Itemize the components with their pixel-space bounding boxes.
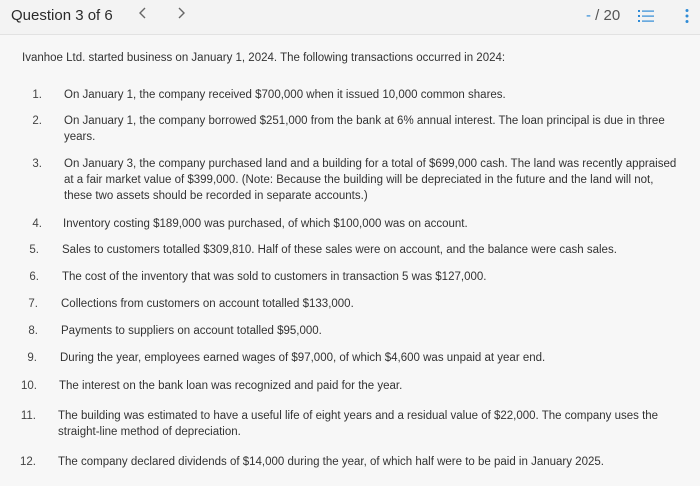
- transaction-number: 1.: [32, 89, 42, 101]
- transaction-number: 3.: [32, 158, 42, 170]
- transaction-text: Inventory costing $189,000 was purchased, of which $100,000 was on account.: [63, 218, 468, 230]
- score-value: -: [586, 7, 591, 24]
- transaction-text: Collections from customers on account totalled $133,000.: [61, 298, 354, 310]
- transaction-text: The interest on the bank loan was recognized and paid for the year.: [59, 380, 403, 392]
- transaction-number: 6.: [29, 271, 39, 283]
- chevron-left-icon: [138, 6, 148, 20]
- transaction-text: The cost of the inventory that was sold to customers in transaction 5 was $127,000.: [62, 271, 487, 283]
- score-total: / 20: [595, 7, 621, 24]
- chevron-right-icon: [176, 6, 186, 20]
- transaction-text: On January 3, the company purchased land and a building for a total of $699,000 cash. The land was recently appraised at a fair market value of $399,000. (Note: Because the building will be depreciated in the future and the land will not, these two assets should be recorded in separate accounts.): [64, 158, 677, 202]
- transaction-text: The company declared dividends of $14,000 during the year, of which half were to be paid in January 2025.: [58, 456, 604, 468]
- transaction-text: On January 1, the company received $700,000 when it issued 10,000 common shares.: [64, 89, 506, 101]
- previous-question-button[interactable]: [138, 6, 148, 24]
- transaction-number: 9.: [27, 352, 37, 364]
- transaction-number: 4.: [32, 218, 42, 230]
- transaction-number: 11.: [20, 410, 36, 422]
- transaction-text: On January 1, the company borrowed $251,000 from the bank at 6% annual interest. The loan principal is due in three years.: [64, 115, 665, 143]
- next-question-button[interactable]: [176, 6, 186, 24]
- more-vertical-icon[interactable]: [684, 8, 690, 24]
- transaction-number: 12.: [20, 456, 36, 468]
- list-icon[interactable]: [638, 9, 654, 23]
- transaction-number: 7.: [28, 298, 38, 310]
- transaction-number: 8.: [28, 325, 38, 337]
- transaction-text: During the year, employees earned wages of $97,000, of which $4,600 was unpaid at year end.: [60, 352, 546, 364]
- question-header: [0, 0, 700, 35]
- score-display: [586, 7, 620, 24]
- transaction-number: 10.: [21, 380, 37, 392]
- question-counter: Question 3 of 6: [11, 7, 113, 24]
- problem-intro: Ivanhoe Ltd. started business on January 1, 2024. The following transactions occurred in 2024:: [22, 52, 506, 64]
- transaction-text: Payments to suppliers on account totalled $95,000.: [61, 325, 322, 337]
- transaction-number: 2.: [32, 115, 42, 127]
- transaction-text: Sales to customers totalled $309,810. Half of these sales were on account, and the balance were cash sales.: [62, 244, 617, 256]
- transaction-text: The building was estimated to have a useful life of eight years and a residual value of $22,000. The company uses the straight-line method of depreciation.: [58, 410, 659, 438]
- transaction-number: 5.: [29, 244, 39, 256]
